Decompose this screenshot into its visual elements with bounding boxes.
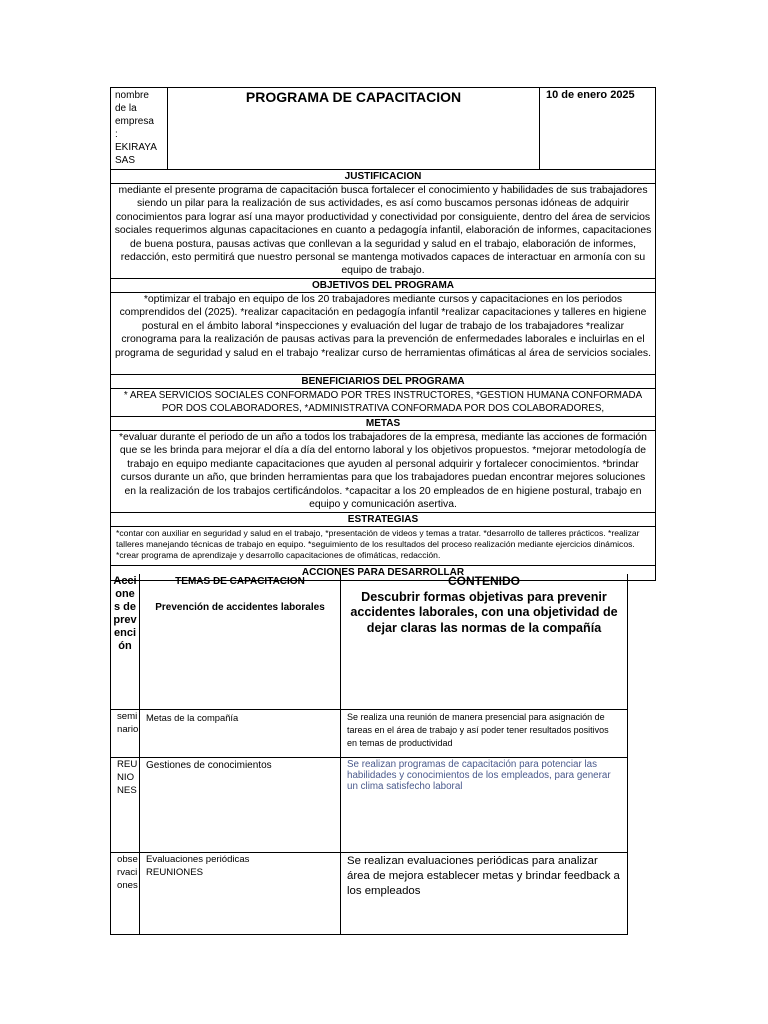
table-row — [111, 709, 627, 757]
table-row — [111, 852, 627, 934]
header-row — [111, 88, 655, 170]
program-date: 10 de enero 2025 — [546, 89, 635, 101]
topic-cell: Gestiones de conocimientos — [140, 758, 341, 852]
objetivos-body: *optimizar el trabajo en equipo de los 20 trabajadores mediante cursos y capacitaciones en los periodos comprendidos del (2025). *realizar capacitación en pedagogía infantil *realizar capacitaciones y talleres en higiene postural en el ámbito laboral *inspecciones y evaluación del lugar de trabajo de los trabajadores *realizar cronograma para la realización de pausas activas para la prevención de enfermedades laborales e incluirlas en el programa de seguridad y salud en el trabajo *realizar curso de herramientas ofimáticas al área de servicios sociales. — [111, 293, 655, 375]
estrategias-title: ESTRATEGIAS — [111, 513, 655, 527]
justificacion-title: JUSTIFICACION — [111, 170, 655, 184]
content-header-cell — [341, 574, 627, 709]
action-type-cell: seminario — [111, 710, 140, 757]
action-type-cell: Acciones de prevención — [111, 574, 140, 709]
program-table — [110, 87, 656, 581]
acciones-title: ACCIONES PARA DESARROLLAR — [301, 567, 465, 578]
table-row — [111, 757, 627, 852]
metas-title: METAS — [111, 417, 655, 431]
company-name-cell: nombre de la empresa : EKIRAYA SAS — [111, 88, 168, 169]
table-row — [111, 574, 627, 709]
program-title: PROGRAMA DE CAPACITACION — [168, 88, 540, 169]
topic-subtext: REUNIONES — [146, 866, 204, 878]
content-cell: Se realiza una reunión de manera presencial para asignación de tareas en el área de trabajo y así poder tener resultados positivos en temas de productividad — [347, 712, 609, 748]
beneficiarios-title: BENEFICIARIOS DEL PROGRAMA — [111, 375, 655, 389]
actions-table — [110, 574, 628, 935]
content-prevention-text: Descubrir formas objetivas para prevenir accidentes laborales, con una objetividad de dejar claras las normas de la compañía — [350, 589, 618, 635]
estrategias-body: *contar con auxiliar en seguridad y salud en el trabajo, *presentación de videos y temas a tratar. *desarrollo de talleres prácticos. *realizar talleres manejando técnicas de trabajo en equipo. *seguimiento de los resultados del proceso realización mediante ejercicios dinámicos. *crear programa de aprendizaje y desarrollo capacitaciones de ofimáticas, redacción. — [111, 527, 655, 566]
action-type-cell: REUNIONES — [111, 758, 140, 852]
topic-cell — [140, 853, 341, 934]
topics-header-title: TEMAS DE CAPACITACION — [175, 576, 305, 587]
justificacion-body: mediante el presente programa de capacitación busca fortalecer el conocimiento y habilidades de sus trabajadores siendo un pilar para la realización de sus actividades, es así como buscamos personas idóneas de adquirir conocimientos para lograr así una mayor productividad y conectividad por consiguiente, dentro del área de servicios sociales requerimos algunas capacitaciones en cuanto a pedagogía infantil, elaboración de informes, capacitaciones de buena postura, pausas activas que conllevan a la seguridad y salud en el trabajo, elaboración de informes, redacción, esto permitirá que nuestro personal se mantenga motivados capaces de interactuar en armonía con su equipo de trabajo. — [111, 184, 655, 279]
topic-text: Evaluaciones periódicas — [146, 854, 250, 865]
topics-header-cell — [140, 574, 341, 709]
content-cell: Se realizan evaluaciones periódicas para analizar área de mejora establecer metas y brindar feedback a los empleados — [347, 855, 620, 898]
metas-body: *evaluar durante el periodo de un año a todos los trabajadores de la empresa, mediante las acciones de formación que se les brinda para mejorar el día a día del entorno laboral y los objetivos propuestos. *mejorar metodología de trabajo en equipo mediante capacitaciones que ayuden al personal adquirir y fortalecer conocimientos. *brindar cursos durante un año, que brinden herramientas para que los trabajadores puedan encontrar mejores soluciones en la realización de los trabajos certificándolos. *capacitar a los 20 empleados de en higiene postural, trabajo en equipo y comunicación asertiva. — [111, 431, 655, 513]
content-cell: Se realizan programas de capacitación para potenciar las habilidades y conocimientos de los empleados, para generar un clima satisfecho laboral — [347, 759, 611, 792]
topic-prevention: Prevención de accidentes laborales — [155, 602, 325, 613]
objetivos-title: OBJETIVOS DEL PROGRAMA — [111, 279, 655, 293]
action-type-cell: observaciones — [111, 853, 140, 934]
topic-cell: Metas de la compañía — [140, 710, 341, 757]
content-header-title: CONTENIDO — [448, 574, 520, 588]
beneficiarios-body: * AREA SERVICIOS SOCIALES CONFORMADO POR TRES INSTRUCTORES, *GESTION HUMANA CONFORMADA POR DOS COLABORADORES, *ADMINISTRATIVA CONFORMADA POR DOS COLABORADORES, — [111, 389, 655, 417]
